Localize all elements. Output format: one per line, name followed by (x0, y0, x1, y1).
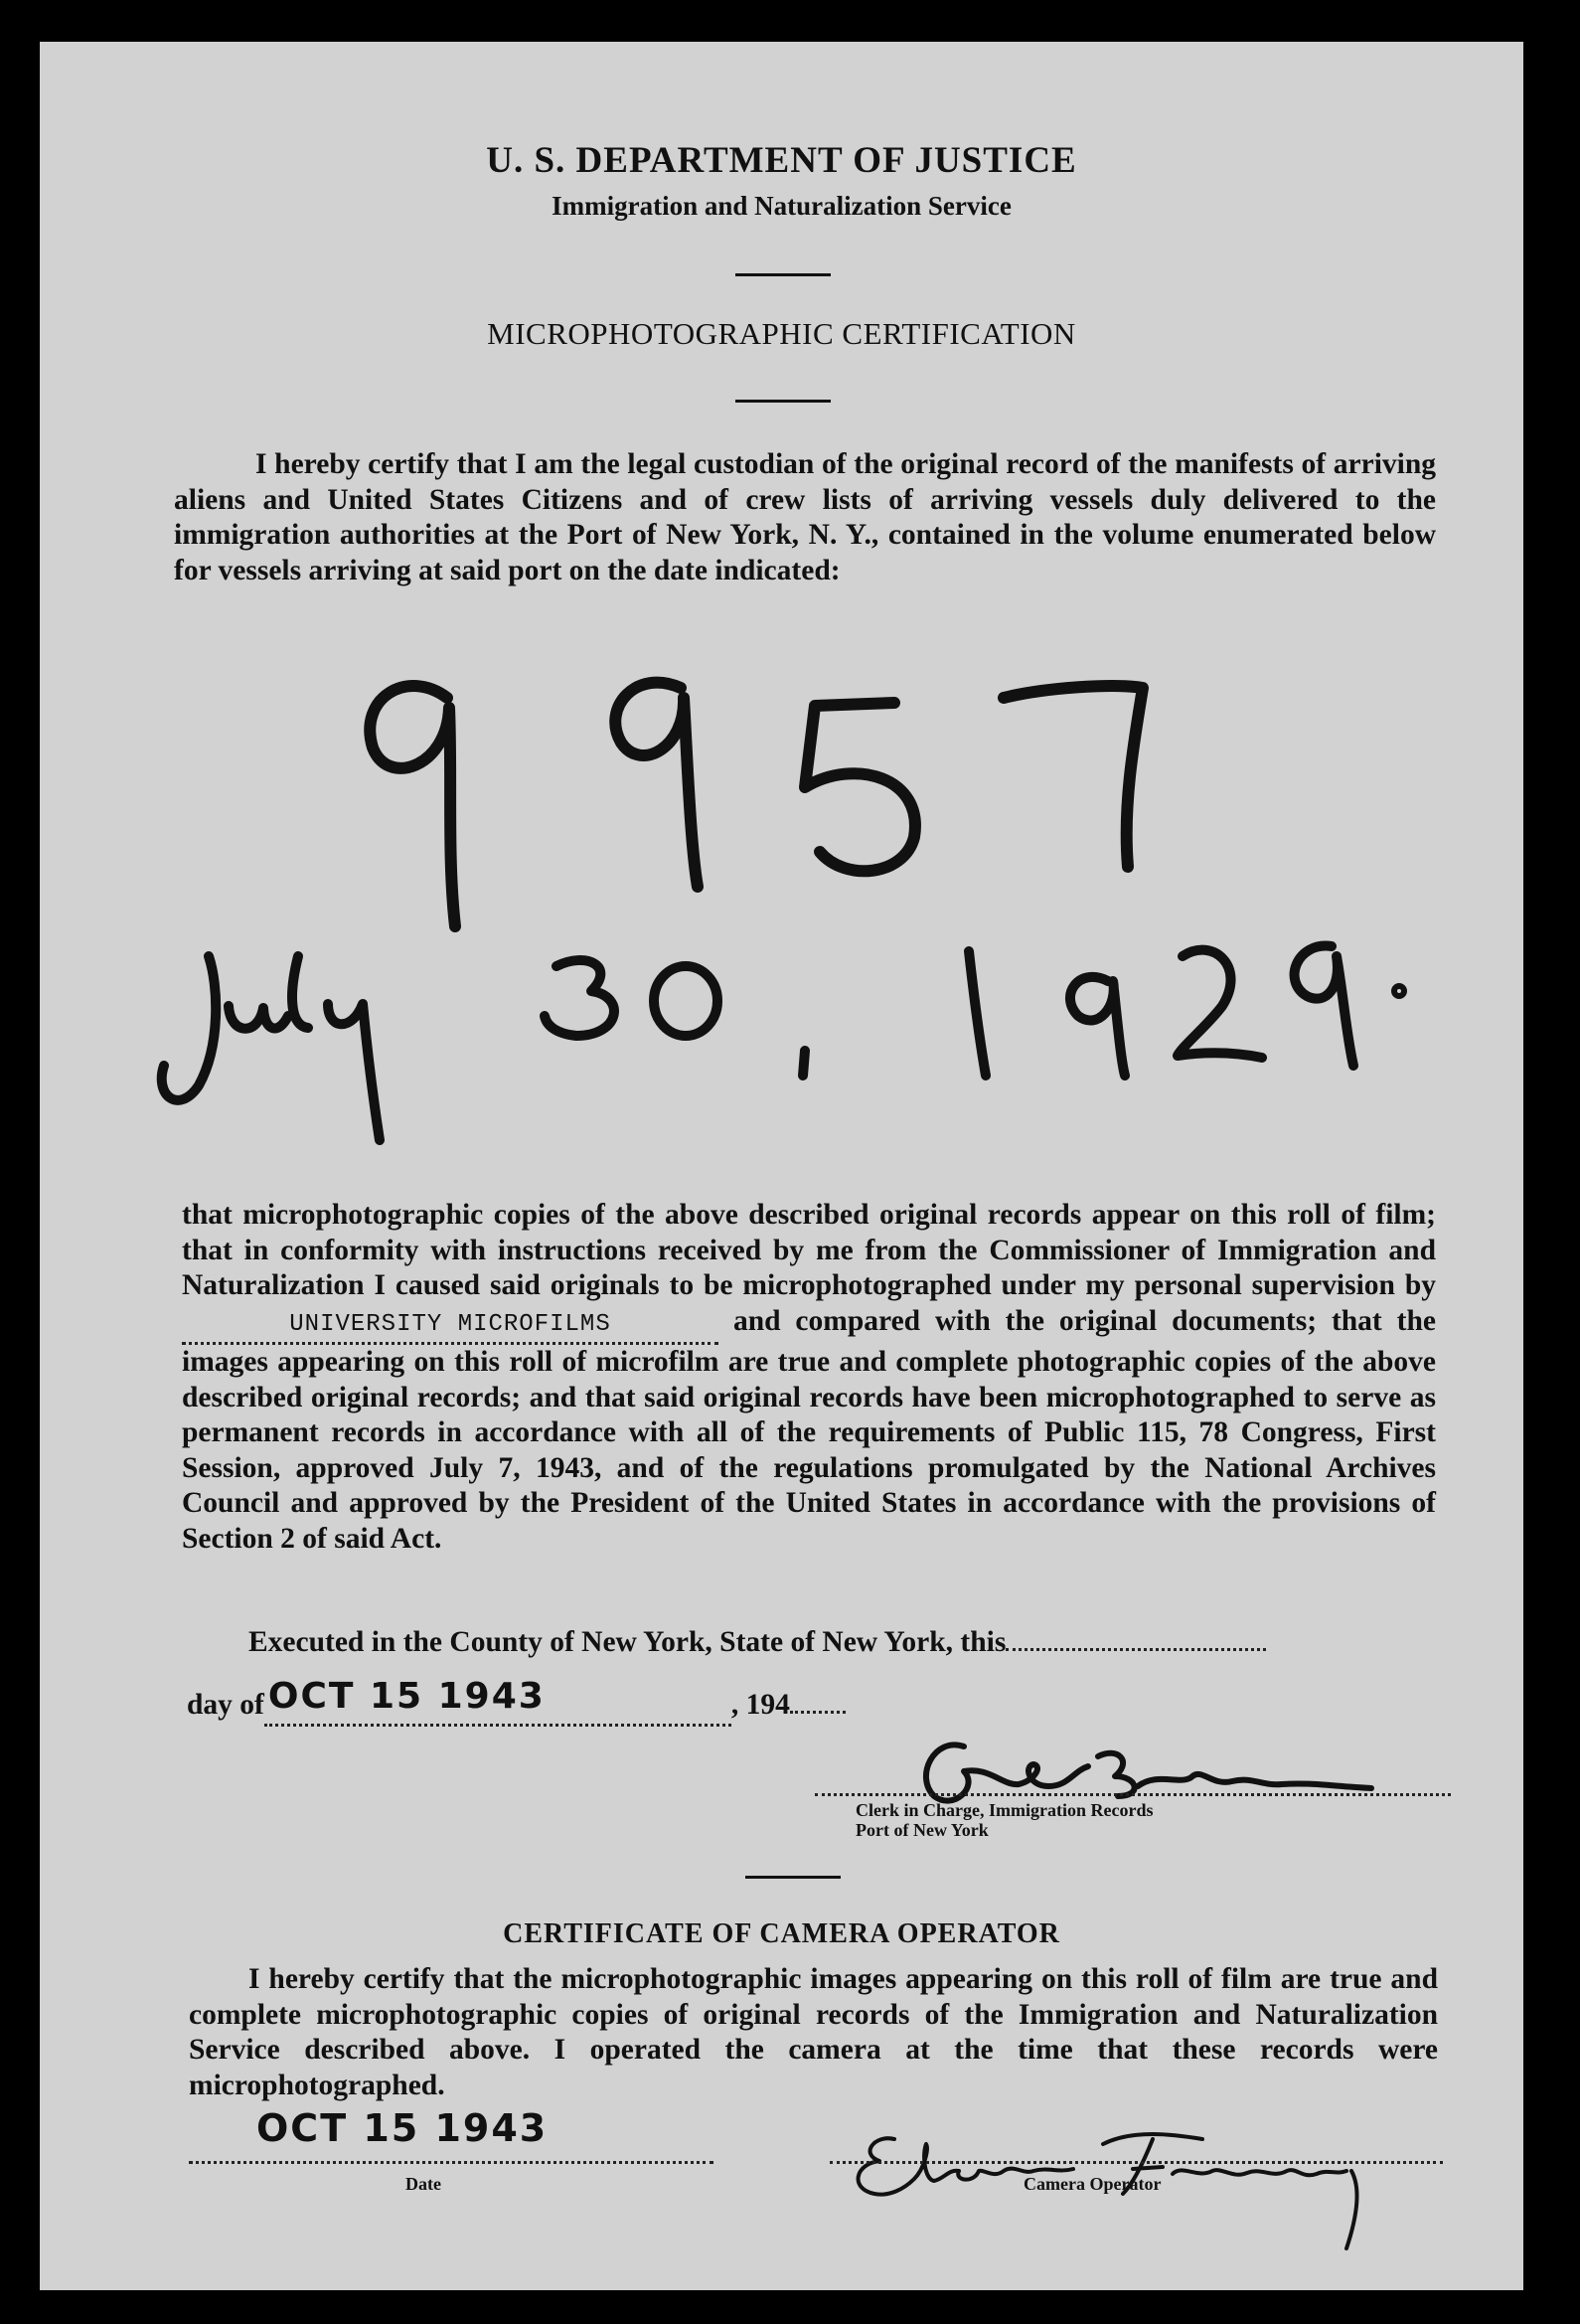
service-subheading: Immigration and Naturalization Service (552, 191, 1012, 221)
camera-operator-title: CERTIFICATE OF CAMERA OPERATOR (503, 1918, 1060, 1949)
handwritten-volume-number (338, 628, 1232, 936)
executed-text: Executed in the County of New York, State of New York, this (248, 1626, 1007, 1658)
year-prefix: , 194 (730, 1689, 790, 1721)
day-of-line (187, 1676, 882, 1727)
clerk-title-line2: Port of New York (856, 1820, 989, 1840)
date-label: Date (405, 2174, 441, 2194)
divider (735, 273, 831, 276)
certification-body (182, 1198, 1436, 1557)
certification-body-part1: that microphotographic copies of the above described original records appear on this roll of film; that in conformity with instructions received by me from the Commissioner of Immigration and Naturalization I caused said originals to be microphotographed under my personal supervision by (182, 1199, 1436, 1301)
clerk-signature-line (815, 1793, 1451, 1796)
camera-operator-text: I hereby certify that the microphotographic images appearing on this roll of film are true and complete microphotographic copies of original records of the Immigration and Naturalization Service described above. I operated the camera at the time that these records were microphotographed. (189, 1963, 1438, 2101)
day-of-label: day of (187, 1689, 264, 1721)
executed-day-field (1006, 1648, 1266, 1651)
certificate-page (40, 42, 1523, 2290)
day-of-field (264, 1676, 731, 1727)
operator-label: Camera Operator (1024, 2174, 1162, 2194)
divider (745, 1876, 841, 1879)
year-field (790, 1711, 846, 1714)
handwritten-volume-date (139, 897, 1431, 1165)
certification-title: MICROPHOTOGRAPHIC CERTIFICATION (487, 316, 1076, 351)
department-heading: U. S. DEPARTMENT OF JUSTICE (486, 140, 1077, 181)
date-line (189, 2161, 713, 2164)
photographer-field (182, 1304, 718, 1346)
divider (735, 400, 831, 403)
executed-line (248, 1625, 1441, 1661)
certification-body-part2: and compared with the original documents; that the images appearing on this roll of microfilm are true and complete photographic copies of the above described original records; and that said original records have been microphotographed to serve as permanent records in accordance with all of the requirements of Public 115, 78 Congress, First Session, approved July 7, 1943, and of the regulations promulgated by the National Archives Council and approved by the President of the United States in accordance with the provisions of Section 2 of said Act. (182, 1304, 1437, 1555)
date-stamp: OCT 15 1943 (267, 1676, 546, 1717)
photographer-name: UNIVERSITY MICROFILMS (289, 1310, 611, 1338)
clerk-title-line1: Clerk in Charge, Immigration Records (856, 1800, 1154, 1820)
operator-date-stamp: OCT 15 1943 (256, 2106, 549, 2150)
certification-intro: I hereby certify that I am the legal custodian of the original record of the manifests of arriving aliens and United States Citizens and of crew lists of arriving vessels duly delivered to the immigration authorities at the Port of New York, N. Y., contained in the volume enumerated below for vessels arriving at said port on the date indicated: (174, 448, 1436, 586)
clerk-title (856, 1800, 1153, 1840)
operator-signature-line (830, 2161, 1443, 2164)
